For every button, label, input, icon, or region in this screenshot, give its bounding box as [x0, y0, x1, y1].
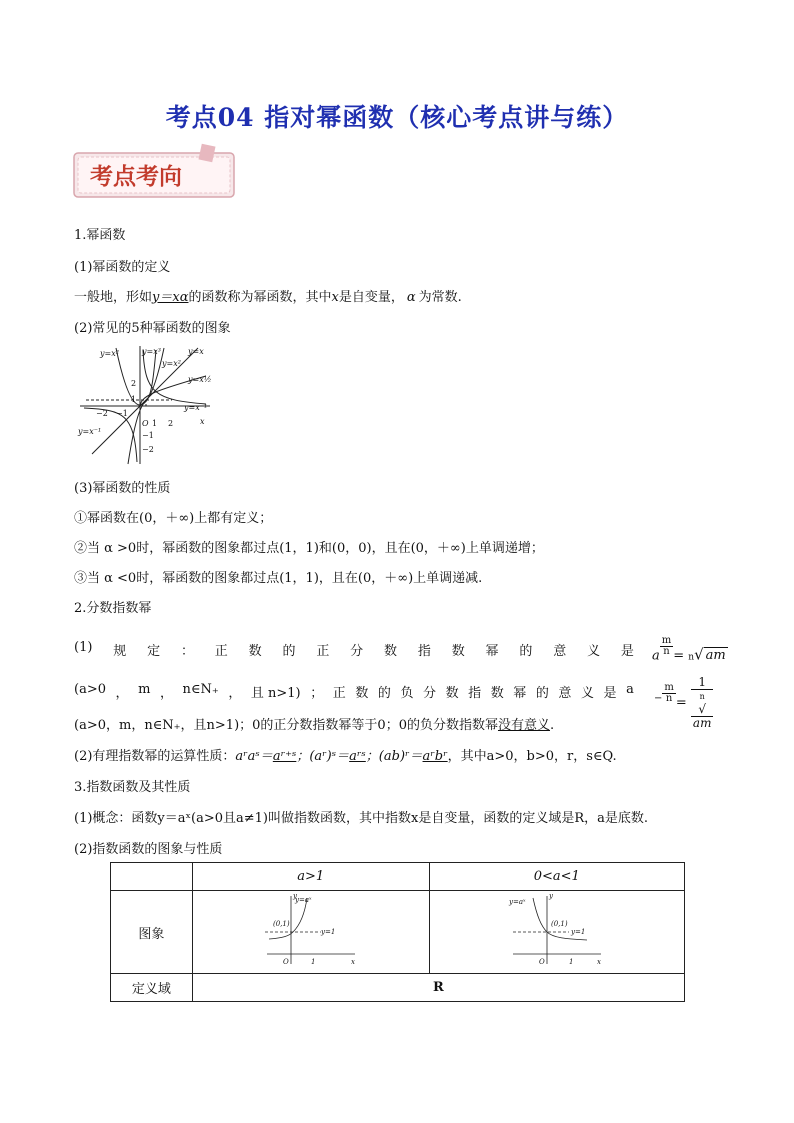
label-y-x3: y=x³	[142, 347, 161, 356]
label-y-xinv: y=x⁻¹	[184, 403, 208, 412]
p1-word: 正	[214, 644, 228, 659]
fraction-def-line-1	[74, 635, 726, 666]
neg-exp-den: n	[665, 693, 673, 705]
tick-2: 2	[168, 419, 174, 428]
label-y-xinv-left: y=x⁻¹	[78, 427, 102, 436]
rule-f3: ；(ab)ʳ＝	[365, 749, 423, 764]
p3-text-a: (a>0，m，n∈N₊，且n>1)；0的正分数指数幂等于0；0的负分数指数幂	[74, 718, 498, 733]
g1-func-label: y=aˣ	[294, 896, 312, 904]
property-1: ①幂函数在(0，＋∞)上都有定义；	[74, 511, 273, 526]
tick-y2: 2	[131, 379, 137, 388]
g1-x-label: x	[350, 958, 355, 966]
table-row-domain	[111, 974, 685, 1002]
p2-word: 幂	[513, 686, 527, 701]
p1-word: 义	[587, 644, 601, 659]
exp-graph-decreasing	[507, 892, 607, 968]
p2-word: 是	[603, 686, 617, 701]
p1-word: 幂	[485, 644, 499, 659]
rule-conditions: ，其中a>0，b>0，r，s∈Q.	[447, 749, 617, 764]
p2-word: n∈N₊	[182, 682, 219, 697]
g2-asym-label: y=1	[570, 928, 586, 936]
banner-text: 考点考向	[90, 163, 182, 190]
g2-origin: O	[538, 958, 545, 966]
g2-x-label: x	[596, 958, 601, 966]
p2-word: a	[626, 682, 634, 697]
p1-word: 规	[113, 644, 127, 659]
tick-yneg1: −1	[142, 431, 154, 440]
operation-rules	[74, 748, 617, 766]
g1-asym-label: y=1	[320, 928, 336, 936]
neg-exp-num: m	[664, 682, 674, 694]
p2-word: ，	[228, 686, 242, 701]
tick-1: 1	[152, 419, 158, 428]
p1-word: 正	[316, 644, 330, 659]
p2-word: 义	[580, 686, 594, 701]
tick-neg1: −1	[116, 409, 128, 418]
def-alpha: α	[406, 290, 416, 305]
label-y-x: y=x	[188, 347, 204, 356]
p3-underlined: 没有意义	[497, 718, 550, 733]
g2-func-label: y=aˣ	[508, 898, 526, 906]
p2-word: 的	[377, 686, 391, 701]
property-2: ②当 α >0时，幂函数的图象都过点(1，1)和(0，0)，且在(0，＋∞)上单调递增；	[74, 541, 544, 556]
p1-word: 数	[248, 644, 262, 659]
formula-exp	[660, 636, 673, 657]
p2-word: ；	[310, 686, 324, 701]
p1-word: 分	[350, 644, 364, 659]
positive-fraction-formula	[652, 636, 728, 663]
g1-tick-1: 1	[310, 958, 316, 966]
p2-word: 且 n>1)	[250, 686, 301, 701]
p1-word: (1)	[74, 640, 93, 655]
p2-word: (a>0	[74, 682, 106, 697]
p1-word: ：	[180, 644, 194, 659]
p1-word: 意	[553, 644, 567, 659]
neg-fraction	[691, 676, 714, 730]
rule-f3-answer: aʳbʳ	[422, 749, 448, 764]
p2-word: 意	[558, 686, 572, 701]
row-label-domain: 定义域	[111, 974, 193, 1002]
g1-origin: O	[282, 958, 289, 966]
p2-word: 分	[423, 686, 437, 701]
p2-word: 数	[490, 686, 504, 701]
p1-word: 是	[620, 644, 634, 659]
g2-y-label: y	[548, 892, 553, 900]
p2-word: 数	[445, 686, 459, 701]
p1-word: 数	[384, 644, 398, 659]
label-y-x2b: y=x²	[162, 359, 181, 368]
table-corner	[111, 863, 193, 891]
p1-word: 定	[147, 644, 161, 659]
label-y-xhalf: y=x½	[188, 375, 212, 384]
label-origin: O	[142, 419, 149, 428]
domain-value: R	[192, 974, 684, 1002]
rule-f2: ；(aʳ)ˢ＝	[296, 749, 350, 764]
section-1-heading: 1.幂函数	[74, 228, 126, 243]
table-row-graph	[111, 891, 685, 974]
definition-heading: (1)幂函数的定义	[74, 260, 171, 275]
formula-eq: =	[673, 648, 685, 664]
p2-word: 指	[468, 686, 482, 701]
label-x: x	[200, 417, 205, 426]
curve-increasing	[269, 898, 307, 939]
exp-num: m	[661, 635, 672, 646]
formula-base: a	[652, 648, 660, 664]
tick-yneg2: −2	[142, 445, 154, 454]
cell-graph-a-lt-1	[429, 891, 684, 974]
p1-word: 数	[451, 644, 465, 659]
property-heading: (3)幂函数的性质	[74, 481, 171, 496]
exp-concept: (1)概念：函数y＝aˣ(a>0且a≠1)叫做指数函数，其中指数x是自变量，函数的定义域是R，a是底数.	[74, 811, 648, 826]
exp-function-table	[110, 862, 685, 1002]
def-text-a: 一般地，形如	[74, 290, 153, 305]
table-header-row	[111, 863, 685, 891]
root-index: n	[688, 652, 695, 663]
p2-word: m	[138, 682, 151, 697]
label-y-x2: y=x²	[100, 349, 119, 358]
g1-point-label: (0,1)	[272, 920, 290, 928]
p2-word: 负	[400, 686, 414, 701]
p2-word: 正	[332, 686, 346, 701]
p1-word: 指	[417, 644, 431, 659]
negative-fraction-formula	[654, 676, 713, 730]
section-banner	[72, 143, 242, 203]
section-2-heading: 2.分数指数幂	[74, 601, 152, 616]
p2-word: 的	[535, 686, 549, 701]
p2-word: ，	[115, 686, 129, 701]
neg-fraction-num: 1	[691, 676, 714, 690]
g1-y-label: y	[292, 892, 297, 900]
row-label-graph: 图象	[111, 891, 193, 974]
graph-heading: (2)常见的5种幂函数的图象	[74, 321, 231, 336]
tick-y1: 1	[131, 395, 137, 404]
neg-sign: −	[654, 693, 663, 705]
neg-fraction-den: n √ am	[692, 692, 712, 730]
property-3: ③当 α <0时，幂函数的图象都过点(1，1)，且在(0，＋∞)上单调递减.	[74, 571, 483, 586]
neg-exp	[662, 683, 675, 704]
root-sign: √	[694, 645, 704, 664]
page-title: 考点04 指对幂函数（核心考点讲与练）	[165, 103, 629, 132]
header-a-lt-1: 0<a<1	[429, 863, 684, 891]
fraction-def-line-3	[74, 717, 554, 735]
p2-word: ，	[159, 686, 173, 701]
definition-text	[74, 289, 462, 307]
g2-point-label: (0,1)	[550, 920, 568, 928]
neg-root-radicand: am	[692, 716, 712, 730]
rule-f2-answer: aʳˢ	[349, 749, 366, 764]
def-text-d: 为常数.	[418, 290, 462, 305]
power-function-graph	[76, 342, 216, 468]
root-radicand: am	[705, 648, 726, 664]
section-3-heading: 3.指数函数及其性质	[74, 780, 191, 795]
exp-graph-heading: (2)指数函数的图象与性质	[74, 842, 223, 857]
header-a-gt-1: a>1	[192, 863, 429, 891]
cell-graph-a-gt-1	[192, 891, 429, 974]
g2-tick-1: 1	[568, 958, 574, 966]
tick-neg2: −2	[96, 409, 108, 418]
p1-word: 的	[282, 644, 296, 659]
exp-graph-increasing	[261, 892, 361, 968]
rule-f1-answer: aʳ⁺ˢ	[272, 749, 297, 764]
p1-word: 的	[519, 644, 533, 659]
exp-den: n	[663, 646, 670, 657]
def-var: x	[331, 290, 339, 305]
def-text-c: 是自变量，	[338, 290, 404, 305]
p2-word: 数	[355, 686, 369, 701]
def-formula: y＝xα	[152, 290, 189, 305]
def-text-b: 的函数称为幂函数，其中	[188, 290, 332, 305]
rule-intro: (2)有理指数幂的运算性质：	[74, 749, 236, 764]
p3-text-b: .	[549, 718, 555, 733]
rule-f1: aʳaˢ＝	[235, 749, 273, 764]
neg-formula-eq: =	[675, 695, 687, 711]
